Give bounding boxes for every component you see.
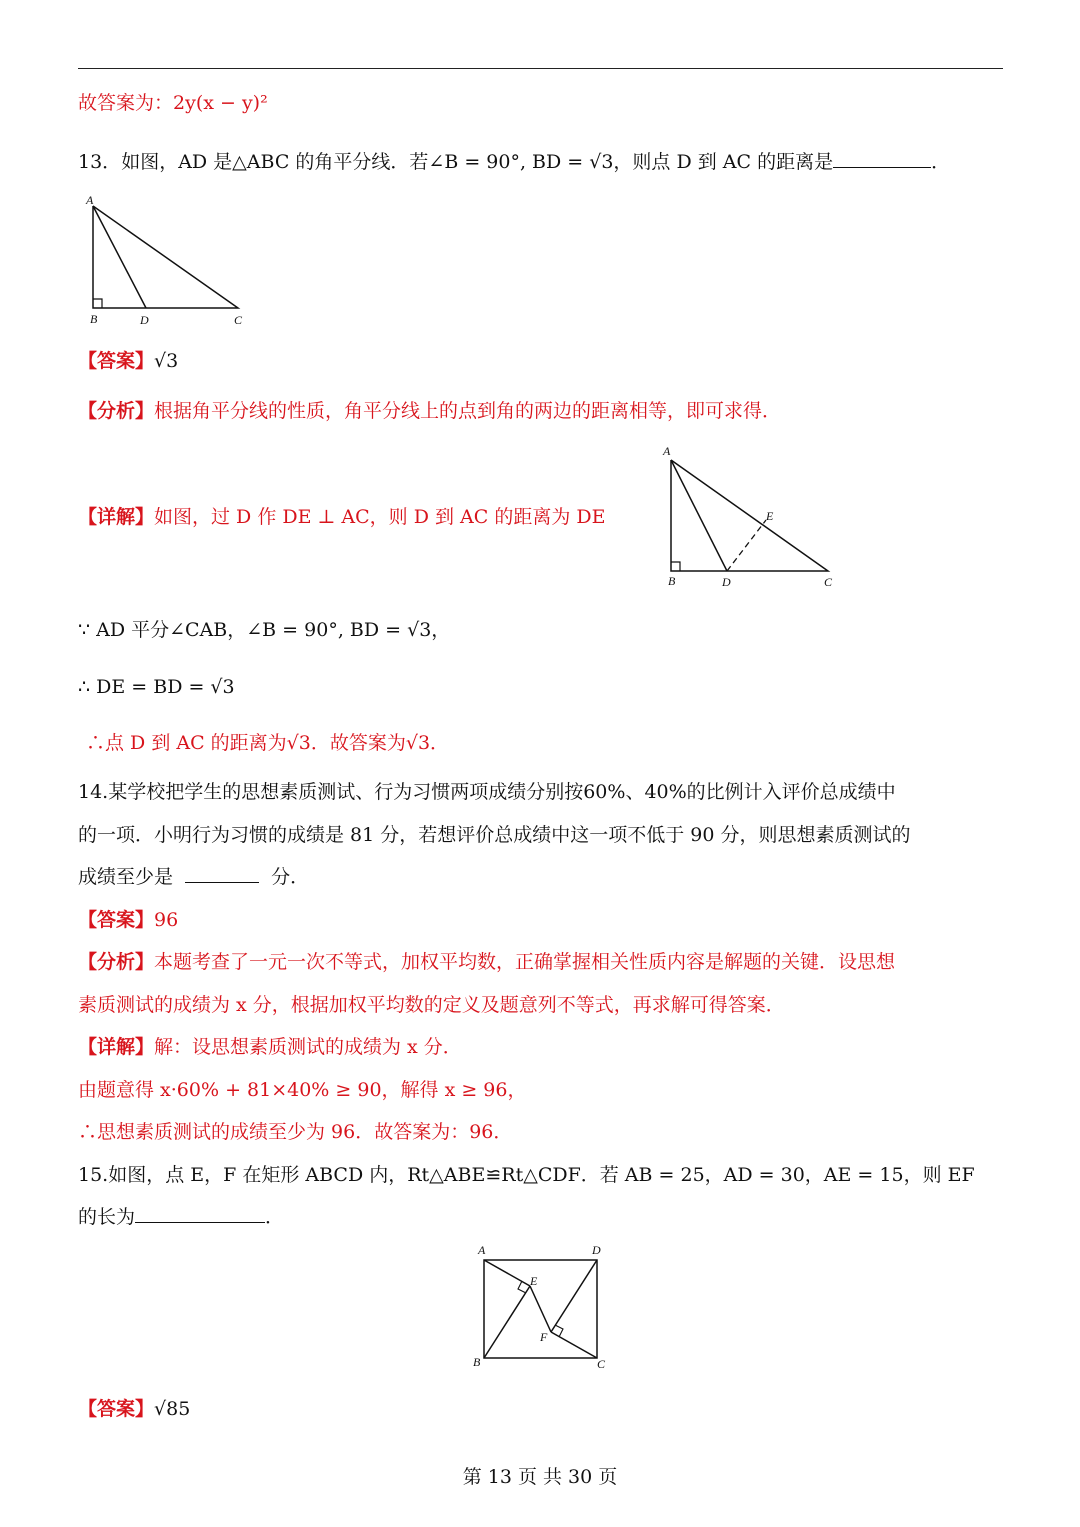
q15-fig-label-c: C <box>597 1357 606 1371</box>
q13-step1: ∵ AD 平分∠CAB，∠B = 90°, BD = √3， <box>78 619 451 641</box>
q13-stem: 13．如图，AD 是△ABC 的角平分线．若∠B = 90°, BD = √3，则点 D 到 AC 的距离是 ． <box>78 151 951 173</box>
q15-answer-blank <box>135 1206 265 1223</box>
page-footer: 第 13 页 共 30 页 <box>462 1466 618 1488</box>
q15-fig-label-d: D <box>592 1243 601 1257</box>
q13-step3: ∴点 D 到 AC 的距离为√3．故答案为√3． <box>86 732 450 754</box>
q13-fig-label-a: A <box>86 193 94 207</box>
q13-step2: ∴ DE = BD = √3 <box>78 676 235 698</box>
q14-line3: 成绩至少是 分． <box>78 866 310 888</box>
q13-triangle-figure <box>78 192 248 332</box>
q15-fig-label-e: E <box>530 1274 538 1288</box>
q14-line2: 的一项．小明行为习惯的成绩是 81 分，若想评价总成绩中这一项不低于 90 分，则思想素质测试的 <box>78 824 911 846</box>
q13-detail-figure <box>656 440 841 592</box>
q14-step2: ∴思想素质测试的成绩至少为 96．故答案为：96． <box>78 1121 513 1143</box>
q14-step1: 由题意得 x·60% + 81×40% ≥ 90，解得 x ≥ 96， <box>78 1079 527 1101</box>
q15-rectangle-figure <box>470 1240 615 1375</box>
q15-line2: 的长为 ． <box>78 1206 285 1228</box>
q13-fig-label-b: B <box>90 312 98 326</box>
header-rule <box>78 68 1003 69</box>
q14-line1: 14.某学校把学生的思想素质测试、行为习惯两项成绩分别按60%、40%的比例计入评价总成绩中 <box>78 781 896 803</box>
q14-analysis-line1: 【分析】本题考查了一元一次不等式，加权平均数，正确掌握相关性质内容是解题的关键．设思想 <box>78 951 896 973</box>
q15-line1: 15.如图，点 E，F 在矩形 ABCD 内，Rt△ABE≌Rt△CDF．若 AB = 25，AD = 30，AE = 15，则 EF <box>78 1164 975 1186</box>
q13-detail: 【详解】如图，过 D 作 DE ⊥ AC，则 D 到 AC 的距离为 DE <box>78 506 606 528</box>
q13-fig2-label-b: B <box>668 574 676 588</box>
q13-fig2-label-a: A <box>663 444 671 458</box>
prev-answer-line: 故答案为：2y(x − y)² <box>78 92 268 114</box>
q15-fig-label-f: F <box>540 1330 548 1344</box>
q15-fig-label-b: B <box>473 1355 481 1369</box>
q13-fig-label-c: C <box>234 313 243 327</box>
q14-answer-blank <box>185 866 259 883</box>
q13-analysis: 【分析】根据角平分线的性质，角平分线上的点到角的两边的距离相等，即可求得． <box>78 400 782 422</box>
q13-fig-label-d: D <box>140 313 149 327</box>
q13-fig2-label-c: C <box>824 575 833 589</box>
q15-answer: 【答案】√85 <box>78 1398 191 1420</box>
q13-answer: 【答案】√3 <box>78 350 179 372</box>
q14-answer: 【答案】96 <box>78 909 179 931</box>
q14-analysis-line2: 素质测试的成绩为 x 分，根据加权平均数的定义及题意列不等式，再求解可得答案． <box>78 994 785 1016</box>
q15-fig-label-a: A <box>478 1243 486 1257</box>
q14-detail: 【详解】解：设思想素质测试的成绩为 x 分． <box>78 1036 462 1058</box>
q13-answer-blank <box>833 151 931 168</box>
q13-fig2-label-d: D <box>722 575 731 589</box>
q13-fig2-label-e: E <box>766 509 774 523</box>
